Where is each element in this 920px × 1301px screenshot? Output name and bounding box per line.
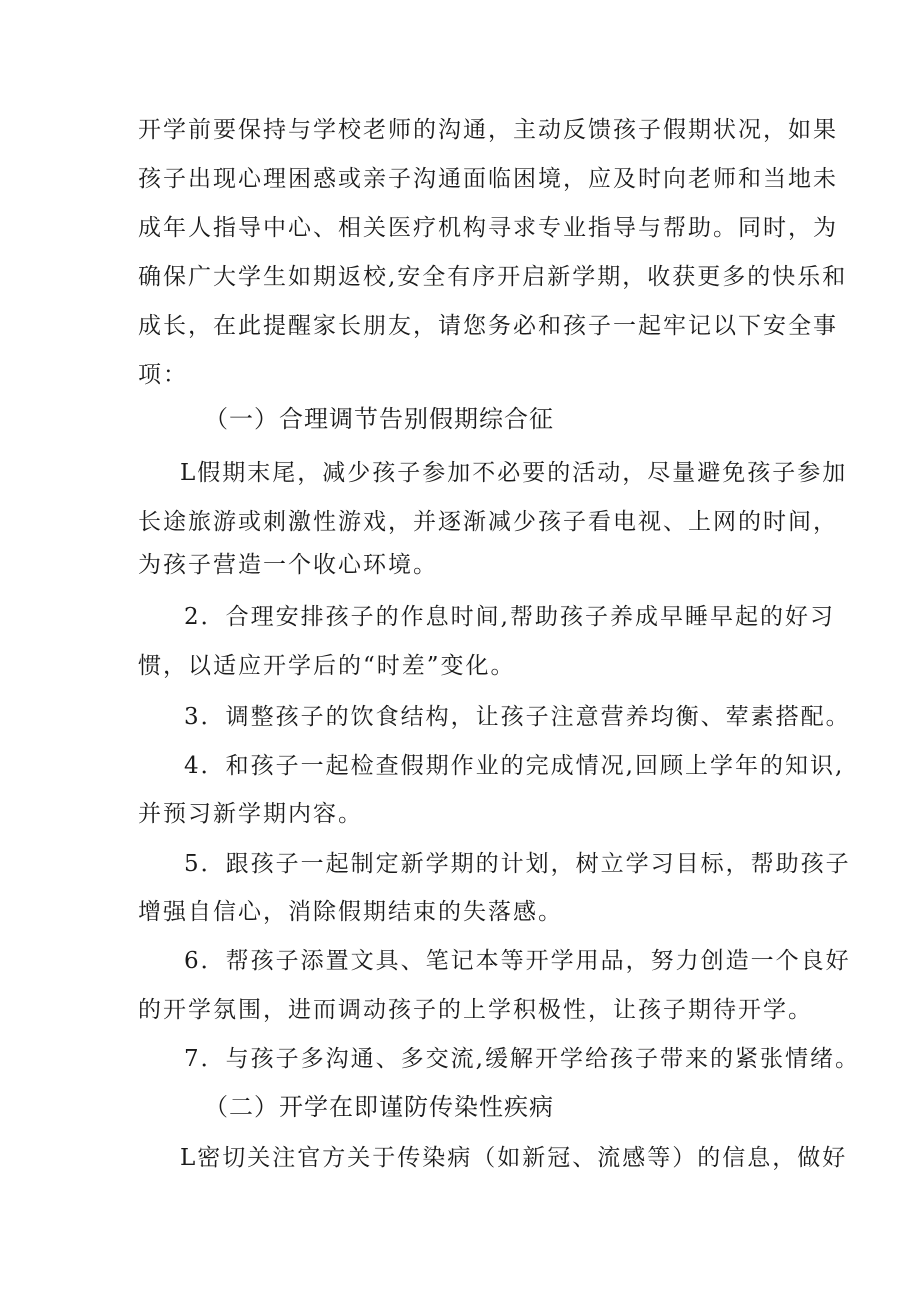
text-line: 7．与孩子多沟通、多交流,缓解开学给孩子带来的紧张情绪。 xyxy=(184,1046,860,1072)
text-line: 的开学氛围，进而调动孩子的上学积极性，让孩子期待开学。 xyxy=(138,997,813,1023)
text-line: 确保广大学生如期返校,安全有序开启新学期，收获更多的快乐和 xyxy=(138,264,848,290)
text-line: 孩子出现心理困惑或亲子沟通面临困境，应及时向老师和当地未 xyxy=(138,166,838,192)
text-line: 成年人指导中心、相关医疗机构寻求专业指导与帮助。同时，为 xyxy=(138,215,838,241)
text-line: 开学前要保持与学校老师的沟通，主动反馈孩子假期状况，如果 xyxy=(138,117,838,143)
text-line: 项： xyxy=(138,362,188,388)
text-line: 2．合理安排孩子的作息时间,帮助孩子养成早睡早起的好习 xyxy=(184,604,835,630)
section-heading: （一）合理调节告别假期综合征 xyxy=(204,405,554,433)
text-line: 4．和孩子一起检查假期作业的完成情况,回顾上学年的知识, xyxy=(184,753,845,779)
text-line: 成长，在此提醒家长朋友，请您务必和孩子一起牢记以下安全事 xyxy=(138,313,838,339)
text-line: 惯，以适应开学后的“时差”变化。 xyxy=(138,653,516,679)
text-line: 3．调整孩子的饮食结构，让孩子注意营养均衡、荤素搭配。 xyxy=(184,704,851,730)
text-line: 为孩子营造一个收心环境。 xyxy=(138,552,438,578)
text-line: 并预习新学期内容。 xyxy=(138,801,363,827)
text-line: L密切关注官方关于传染病（如新冠、流感等）的信息，做好 xyxy=(180,1145,848,1171)
text-line: 6．帮孩子添置文具、笔记本等开学用品，努力创造一个良好 xyxy=(184,948,851,974)
text-line: 增强自信心，消除假期结束的失落感。 xyxy=(138,899,563,925)
text-line: 长途旅游或刺激性游戏，并逐渐减少孩子看电视、上网的时间， xyxy=(138,509,838,535)
text-line: 5．跟孩子一起制定新学期的计划，树立学习目标，帮助孩子 xyxy=(184,851,851,877)
text-line: L假期末尾，减少孩子参加不必要的活动，尽量避免孩子参加 xyxy=(180,460,848,486)
section-heading: （二）开学在即谨防传染性疾病 xyxy=(204,1093,554,1121)
